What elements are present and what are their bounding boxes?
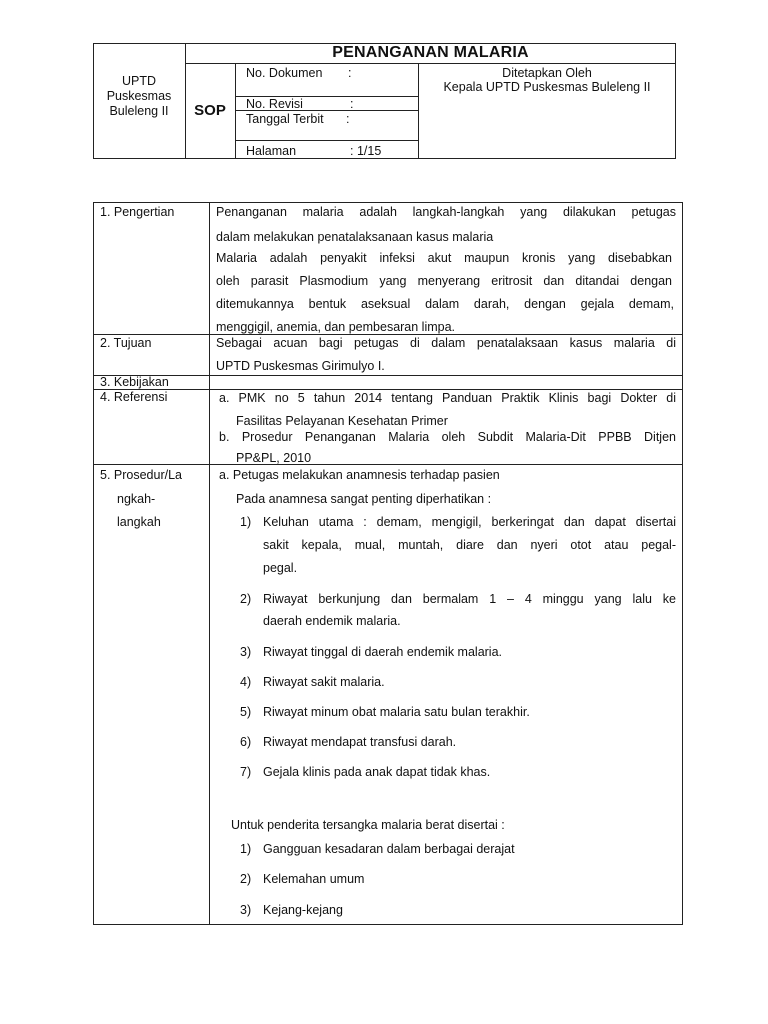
referensi-line-2: Fasilitas Pelayanan Kesehatan Primer [236,414,448,428]
item-1-line-3: pegal. [263,561,298,575]
referensi-label: 4. Referensi [100,390,168,404]
item-3-text: Riwayat tinggal di daerah endemik malaria. [263,645,503,659]
item-2-line-2: daerah endemik malaria. [263,614,401,628]
kebijakan-label: 3. Kebijakan [100,375,169,389]
item-1-line-2: sakit kepala, mual, muntah, diare dan nyeri otot atau pegal- [263,538,676,552]
referensi-line-3: b. Prosedur Penanganan Malaria oleh Subdit Malaria-Dit PPBB Ditjen [219,430,676,444]
item-1-number: 1) [240,515,252,529]
item-7-number: 7) [240,765,252,779]
tanggal-terbit-label: Tanggal Terbit [246,112,324,126]
pengertian-label: 1. Pengertian [100,205,175,219]
tujuan-line-2: UPTD Puskesmas Girimulyo I. [216,359,385,373]
berat-2-text: Kelemahan umum [263,872,365,886]
no-dokumen-label: No. Dokumen [246,66,323,80]
halaman-value: : 1/15 [350,144,382,158]
prosedur-label-3: langkah [117,515,161,529]
item-5-number: 5) [240,705,252,719]
org-line-2: Puskesmas [106,89,172,103]
tujuan-label: 2. Tujuan [100,336,152,350]
berat-2-number: 2) [240,872,252,886]
item-5-text: Riwayat minum obat malaria satu bulan terakhir. [263,705,530,719]
pengertian-line-4: oleh parasit Plasmodium yang menyerang eritrosit dan ditandai dengan [216,274,672,288]
berat-intro: Untuk penderita tersangka malaria berat disertai : [231,818,505,832]
referensi-line-1: a. PMK no 5 tahun 2014 tentang Panduan Praktik Klinis bagi Dokter di [219,391,676,405]
row-divider-4 [93,464,683,465]
sop-label: SOP [194,102,226,119]
item-2-line-1: Riwayat berkunjung dan bermalam 1 – 4 minggu yang lalu ke [263,592,676,606]
row-divider-3 [93,389,683,390]
row-divider-2 [93,375,683,376]
item-4-text: Riwayat sakit malaria. [263,675,385,689]
halaman-label: Halaman [246,144,297,158]
prosedur-label-1: 5. Prosedur/La [100,468,182,482]
ditetapkan-label: Ditetapkan Oleh [502,66,592,80]
item-4-number: 4) [240,675,252,689]
item-1-line-1: Keluhan utama : demam, mengigil, berkeringat dan dapat disertai [263,515,676,529]
header-title-underline [185,63,676,64]
item-6-number: 6) [240,735,252,749]
berat-3-text: Kejang-kejang [263,903,343,917]
item-6-text: Riwayat mendapat transfusi darah. [263,735,457,749]
item-2-number: 2) [240,592,252,606]
kepala-label: Kepala UPTD Puskesmas Buleleng II [443,80,651,94]
page-title: PENANGANAN MALARIA [332,44,529,61]
prosedur-a: a. Petugas melakukan anamnesis terhadap pasien [219,468,500,482]
header-row-line-3 [235,140,418,141]
org-line-3: Buleleng II [109,104,169,118]
pengertian-line-3: Malaria adalah penyakit infeksi akut maupun kronis yang disebabkan [216,251,672,265]
body-column-divider [209,202,210,925]
no-revisi-label: No. Revisi [246,97,303,111]
prosedur-label-2: ngkah- [117,492,156,506]
item-3-number: 3) [240,645,252,659]
pengertian-line-5: ditemukannya bentuk aseksual dalam darah, dengan gejala demam, [216,297,674,311]
header-divider-sop [235,63,236,159]
prosedur-intro: Pada anamnesa sangat penting diperhatikan : [236,492,492,506]
no-dokumen-colon: : [348,66,352,80]
pengertian-line-6: menggigil, anemia, dan pembesaran limpa. [216,320,456,334]
berat-3-number: 3) [240,903,252,917]
item-7-text: Gejala klinis pada anak dapat tidak khas. [263,765,491,779]
row-divider-1 [93,334,683,335]
pengertian-line-1: Penanganan malaria adalah langkah-langkah yang dilakukan petugas [216,205,676,219]
berat-1-text: Gangguan kesadaran dalam berbagai derajat [263,842,515,856]
pengertian-line-2: dalam melakukan penatalaksanaan kasus malaria [216,230,494,244]
berat-1-number: 1) [240,842,252,856]
tanggal-terbit-colon: : [346,112,350,126]
tujuan-line-1: Sebagai acuan bagi petugas di dalam penatalaksaan kasus malaria di [216,336,676,350]
no-revisi-colon: : [350,97,354,111]
org-line-1: UPTD [121,74,157,88]
referensi-line-4: PP&PL, 2010 [236,451,312,465]
